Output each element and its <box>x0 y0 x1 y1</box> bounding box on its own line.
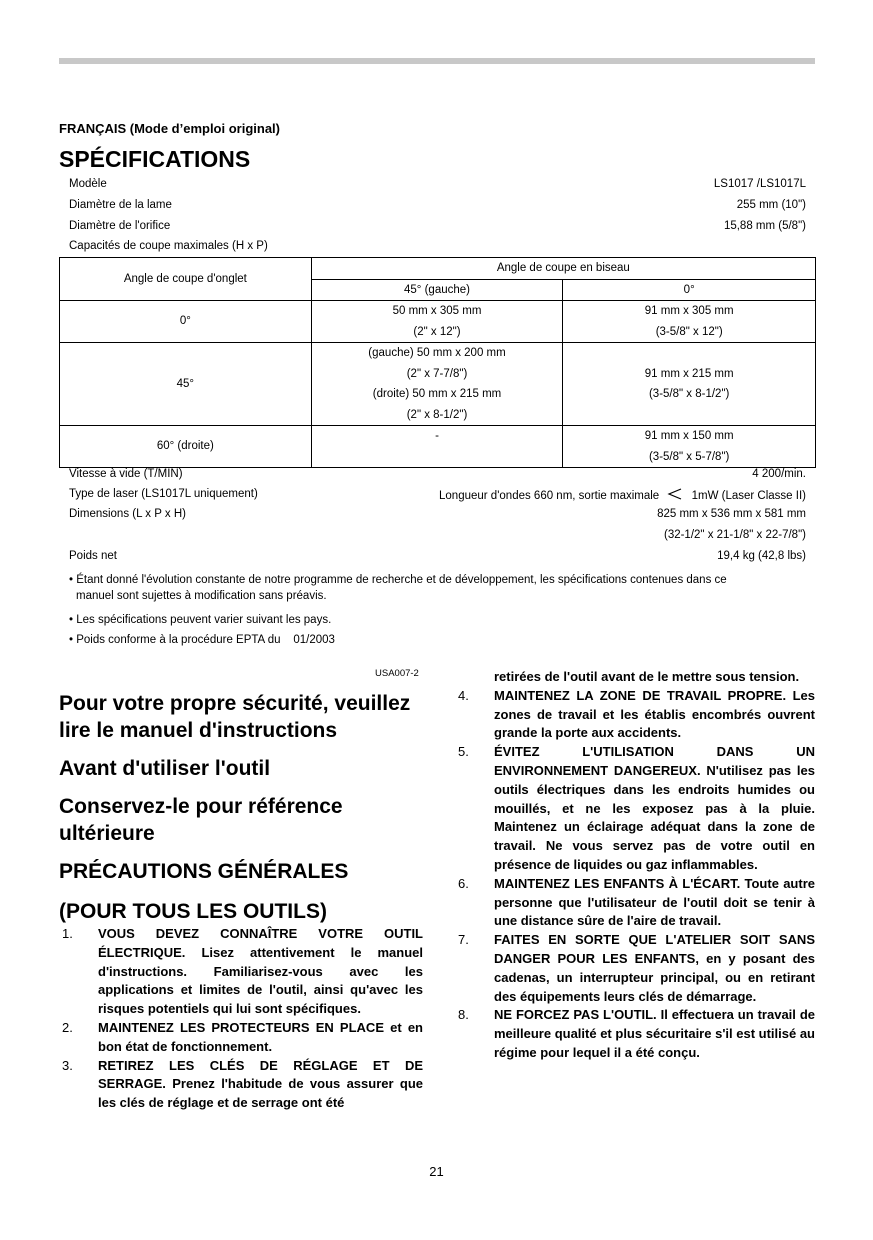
item-text: MAINTENEZ LA ZONE DE TRAVAIL PROPRE. Les zones de travail et les établis encombrés ouvrent grande la porte aux accidents. <box>494 687 815 741</box>
item-number: 5. <box>458 744 469 760</box>
list-item <box>59 1019 423 1057</box>
spec-weight-row <box>69 550 806 562</box>
bevel-45-cell <box>311 343 563 426</box>
language-heading: FRANÇAIS (Mode d’emploi original) <box>59 121 280 136</box>
right-column <box>455 668 815 1063</box>
spec-capacity-row <box>69 240 806 252</box>
list-item <box>455 743 815 875</box>
item-text: FAITES EN SORTE QUE L'ATELIER SOIT SANS DANGER POUR LES ENFANTS, en y posant des cadenas, un interrupteur principal, ou en retirant des équipements leurs clés de démarrage. <box>494 932 815 1004</box>
cell-line: (3-5/8" x 5-7/8") <box>648 450 730 463</box>
spec-blade-row <box>69 199 806 211</box>
spec-value: 4 200/min. <box>752 468 806 480</box>
spec-label: Type de laser (LS1017L uniquement) <box>69 488 258 500</box>
top-rule <box>59 58 815 64</box>
spec-value: 255 mm (10") <box>736 199 806 211</box>
spec-label: Diamètre de l'orifice <box>69 220 171 232</box>
spec-model-row <box>69 178 806 190</box>
laser-value-a: Longueur d'ondes 660 nm, sortie maximale <box>439 490 660 502</box>
safety-heading-3: Conservez-le pour référence ultérieure <box>59 795 343 845</box>
bevel-45-cell <box>311 301 563 343</box>
item-number: 7. <box>458 932 469 948</box>
safety-heading-5: (POUR TOUS LES OUTILS) <box>59 900 327 923</box>
specifications-title: SPÉCIFICATIONS <box>59 146 251 172</box>
spec-value: 19,4 kg (42,8 lbs) <box>717 550 806 562</box>
safety-heading-2: Avant d'utiliser l'outil <box>59 757 271 780</box>
page-number: 21 <box>429 1164 444 1179</box>
cell-line: 50 mm x 305 mm <box>392 305 482 317</box>
spec-note-2: • Les spécifications peuvent varier suivant les pays. <box>69 614 332 626</box>
list-item <box>455 687 815 743</box>
bevel-45-header: 45° (gauche) <box>311 279 563 301</box>
cutting-capacity-table <box>59 257 816 468</box>
spec-note-1 <box>69 572 799 604</box>
cell-line: (2" x 7-7/8") <box>406 367 468 380</box>
table-row <box>60 301 816 343</box>
bevel-0-cell <box>563 301 816 343</box>
miter-cell: 60° (droite) <box>60 426 312 468</box>
table-row <box>60 426 816 468</box>
item-text: VOUS DEVEZ CONNAÎTRE VOTRE OUTIL ÉLECTRIQUE. Lisez attentivement le manuel d'instructions. Familiarisez-vous avec les applications et limites de l'outil, ainsi qu'avec les risques potentiels qui lui sont spécifiques. <box>98 926 423 1017</box>
item-number: 1. <box>62 926 73 941</box>
item-number: 3. <box>62 1057 73 1073</box>
item-number: 4. <box>458 687 469 703</box>
spec-note-3: • Poids conforme à la procédure EPTA du 01/2003 <box>69 634 335 646</box>
safety-heading-4: PRÉCAUTIONS GÉNÉRALES <box>59 860 349 883</box>
less-than-icon <box>662 488 688 500</box>
item-text: ÉVITEZ L'UTILISATION DANS UN ENVIRONNEMENT DANGEREUX. N'utilisez pas les outils électriques dans les endroits humides ou mouillés, et ne les exposez pas à la pluie. Maintenez un éclairage adéquat dans la zone de travail. Ne vous servez pas de votre outil en présence de liquides ou gaz inflammables. <box>494 744 815 872</box>
item-number: 8. <box>458 1007 469 1023</box>
bevel-45-cell <box>311 426 563 468</box>
list-item-continuation <box>455 668 815 687</box>
bevel-0-cell <box>563 343 816 426</box>
spec-label: Diamètre de la lame <box>69 199 172 211</box>
list-item <box>455 1006 815 1062</box>
cell-line: (gauche) 50 mm x 200 mm <box>368 347 506 359</box>
spec-label: Dimensions (L x P x H) <box>69 508 186 520</box>
bevel-0-header: 0° <box>563 279 816 301</box>
item-text: MAINTENEZ LES PROTECTEURS EN PLACE et en bon état de fonctionnement. <box>98 1019 423 1054</box>
spec-value <box>439 488 806 502</box>
cell-line: (droite) 50 mm x 215 mm <box>372 388 502 400</box>
cell-line: (2" x 8-1/2") <box>406 408 468 421</box>
left-column <box>59 690 423 1113</box>
item-number: 2. <box>62 1019 73 1035</box>
spec-value: 15,88 mm (5/8") <box>723 220 806 232</box>
list-item <box>455 931 815 1006</box>
miter-header: Angle de coupe d'onglet <box>60 258 312 301</box>
bevel-header: Angle de coupe en biseau <box>311 258 815 280</box>
section-code: USA007-2 <box>375 668 419 679</box>
miter-cell: 45° <box>60 343 312 426</box>
list-item <box>59 925 423 1019</box>
spec-dims-row <box>69 508 806 520</box>
item-text: retirées de l'outil avant de le mettre sous tension. <box>494 669 800 684</box>
cell-line: (2" x 12") <box>413 325 461 338</box>
cell-line: 91 mm x 215 mm <box>644 367 734 380</box>
spec-value: (32-1/2" x 21-1/8" x 22-7/8") <box>663 529 806 541</box>
cell-line: (3-5/8" x 8-1/2") <box>648 388 730 400</box>
item-text: NE FORCEZ PAS L'OUTIL. Il effectuera un travail de meilleure qualité et plus sécuritaire s'il est utilisé au régime pour lequel il a été conçu. <box>494 1007 815 1060</box>
spec-value: LS1017 /LS1017L <box>713 178 806 190</box>
spec-label: Poids net <box>69 550 117 562</box>
table-row <box>60 343 816 426</box>
spec-value: 825 mm x 536 mm x 581 mm <box>657 508 806 520</box>
item-text: MAINTENEZ LES ENFANTS À L'ÉCART. Toute autre personne que l'utilisateur de l'outil doit se tenir à une distance sûre de l'aire de travail. <box>494 875 815 929</box>
spec-label: Modèle <box>69 178 107 190</box>
safety-heading-1: Pour votre propre sécurité, veuillez lire le manuel d'instructions <box>59 692 411 742</box>
spec-laser-row <box>69 488 806 502</box>
cell-line: (3-5/8" x 12") <box>655 325 723 338</box>
spec-label: Capacités de coupe maximales (H x P) <box>69 240 268 252</box>
cell-line: 91 mm x 305 mm <box>644 305 734 317</box>
item-text: RETIREZ LES CLÉS DE RÉGLAGE ET DE SERRAGE. Prenez l'habitude de vous assurer que les clés de réglage et de serrage ont été <box>98 1057 423 1111</box>
cell-line: 91 mm x 150 mm <box>644 430 734 442</box>
spec-bore-row <box>69 220 806 232</box>
spec-dims-row-2 <box>69 529 806 541</box>
cell-line: - <box>435 430 439 442</box>
list-item <box>59 1057 423 1113</box>
left-list <box>59 925 423 1113</box>
spec-label: Vitesse à vide (T/MIN) <box>69 468 183 480</box>
list-item <box>455 875 815 931</box>
note-line: • Étant donné l'évolution constante de notre programme de recherche et de développement, les spécifications contenues dans ce <box>69 574 727 586</box>
laser-value-b: 1mW (Laser Classe II) <box>691 490 806 502</box>
item-number: 6. <box>458 875 469 891</box>
miter-cell: 0° <box>60 301 312 343</box>
note-line: manuel sont sujettes à modification sans préavis. <box>76 590 327 602</box>
bevel-0-cell <box>563 426 816 468</box>
spec-speed-row <box>69 468 806 480</box>
